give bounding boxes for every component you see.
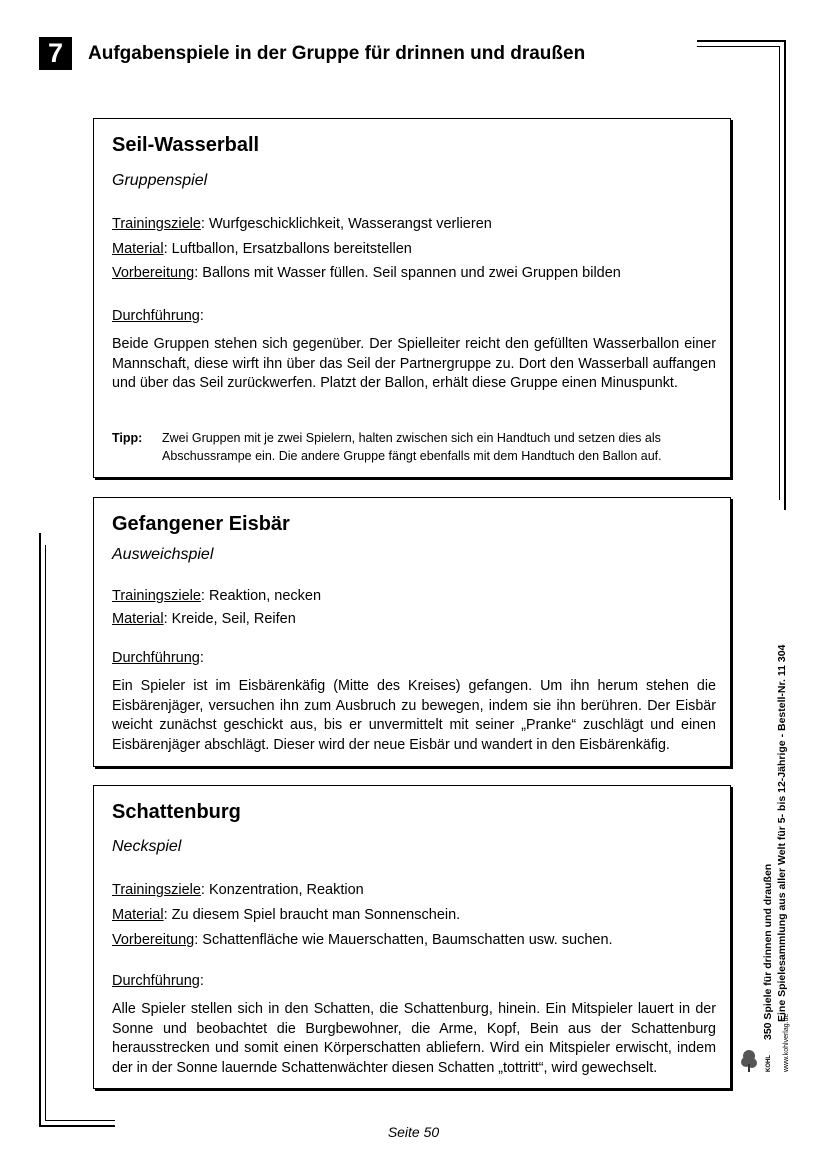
- game-title: Seil-Wasserball: [112, 134, 260, 156]
- preparation-label: Vorbereitung: [112, 932, 195, 948]
- frame-bottom-left-h2: [45, 1120, 115, 1121]
- material-label: Material: [112, 907, 164, 923]
- procedure-colon: :: [199, 973, 204, 989]
- game-category: Gruppenspiel: [112, 172, 208, 189]
- preparation-value: : Ballons mit Wasser füllen. Seil spannen und zwei Gruppen bilden: [194, 265, 621, 281]
- game-title: Gefangener Eisbär: [112, 513, 290, 535]
- tree-logo-icon: [741, 1046, 765, 1074]
- material: [112, 907, 460, 923]
- procedure-text: Alle Spieler stellen sich in den Schatten, die Schattenburg, hinein. Ein Mitspieler lauert in der Sonne und beobachtet die Burgbewohner, die Arme, Kopf, Bein aus der Schattenburg herausstrecken und somit einen Körperschatten abliefern. Wird ein Mitspieler erwischt, indem der in der Sonne lauernde Schattenwächter diesen Schatten „tottritt“, wird gewechselt.: [112, 1001, 716, 1076]
- procedure-colon: :: [199, 308, 204, 324]
- training-goals-label: Trainingsziele: [112, 588, 201, 604]
- training-goals-value: : Wurfgeschicklichkeit, Wasserangst verlieren: [200, 216, 492, 232]
- procedure-label: Durchführung: [112, 973, 200, 989]
- frame-top-right-v2: [779, 46, 780, 500]
- frame-bottom-left-v1: [39, 533, 41, 1127]
- procedure-text: Ein Spieler ist im Eisbärenkäfig (Mitte des Kreises) gefangen. Um ihn herum stehen die Eisbärenjäger, versuchen ihn zum Ausbruch zu bewegen, indem sie ihn berühren. Der Eisbär weicht zunächst geschickt aus, bis er unvermittelt mit seiner „Pranke“ zuschlägt und einen Eisbärenjäger abschlägt. Dieser wird der neue Eisbär und wandert in den Eisbärenkäfig.: [112, 678, 716, 753]
- procedure-colon: :: [199, 650, 204, 666]
- material-value: : Zu diesem Spiel braucht man Sonnenschein.: [163, 907, 461, 923]
- sidebar-book-title: 350 Spiele für drinnen und draußen: [762, 863, 774, 1040]
- game-card-gefangener-eisbaer: [93, 497, 731, 767]
- material-value: : Luftballon, Ersatzballons bereitstellen: [163, 241, 412, 257]
- frame-top-right-h2: [697, 46, 780, 47]
- training-goals: [112, 588, 321, 604]
- material: [112, 611, 296, 627]
- preparation-label: Vorbereitung: [112, 265, 195, 281]
- material-value: : Kreide, Seil, Reifen: [163, 611, 296, 627]
- training-goals-label: Trainingsziele: [112, 216, 201, 232]
- publisher-logo: [741, 1046, 765, 1074]
- game-title: Schattenburg: [112, 801, 241, 823]
- procedure-label: Durchführung: [112, 650, 200, 666]
- preparation-value: : Schattenfläche wie Mauerschatten, Baumschatten usw. suchen.: [194, 932, 613, 948]
- procedure-heading: [112, 973, 204, 989]
- training-goals-value: : Reaktion, necken: [200, 588, 322, 604]
- training-goals-label: Trainingsziele: [112, 882, 201, 898]
- training-goals: [112, 882, 364, 898]
- frame-bottom-left-v2: [45, 545, 46, 1121]
- sidebar-book-subtitle: Eine Spielesammlung aus aller Welt für 5- bis 12-Jährige - Bestell-Nr. 11 304: [776, 644, 788, 1022]
- game-card-schattenburg: [93, 785, 731, 1089]
- game-category: Neckspiel: [112, 838, 182, 855]
- chapter-title: Aufgabenspiele in der Gruppe für drinnen und draußen: [88, 43, 586, 64]
- page-number: Seite 50: [387, 1124, 440, 1140]
- training-goals: [112, 216, 492, 232]
- frame-top-right-h1: [697, 40, 786, 42]
- training-goals-value: : Konzentration, Reaktion: [200, 882, 364, 898]
- procedure-text: Beide Gruppen stehen sich gegenüber. Der Spielleiter reicht den gefüllten Wasserballon einer Mannschaft, diese wirft ihn über das Seil der Partnergruppe zu. Dort den Wasserball auffangen und über das Seil zurückwerfen. Platzt der Ballon, erhält diese Gruppe einen Minuspunkt.: [112, 336, 716, 391]
- tip-text: Zwei Gruppen mit je zwei Spielern, halten zwischen sich ein Handtuch und setzen dies als Abschussrampe ein. Die andere Gruppe fängt ebenfalls mit dem Handtuch den Ballon auf.: [162, 431, 662, 463]
- chapter-number: 7: [39, 37, 72, 70]
- procedure-label: Durchführung: [112, 308, 200, 324]
- procedure-heading: [112, 308, 204, 324]
- preparation: [112, 932, 613, 948]
- frame-top-right-v1: [784, 40, 786, 510]
- material-label: Material: [112, 611, 164, 627]
- procedure-heading: [112, 650, 204, 666]
- material: [112, 241, 412, 257]
- game-card-seil-wasserball: [93, 118, 731, 478]
- tip-label: Tipp:: [112, 431, 143, 445]
- sidebar-website: www.kohlverlag.de: [783, 1013, 790, 1072]
- game-category: Ausweichspiel: [112, 546, 214, 563]
- preparation: [112, 265, 621, 281]
- publisher-name: KOHL: [766, 1055, 772, 1072]
- material-label: Material: [112, 241, 164, 257]
